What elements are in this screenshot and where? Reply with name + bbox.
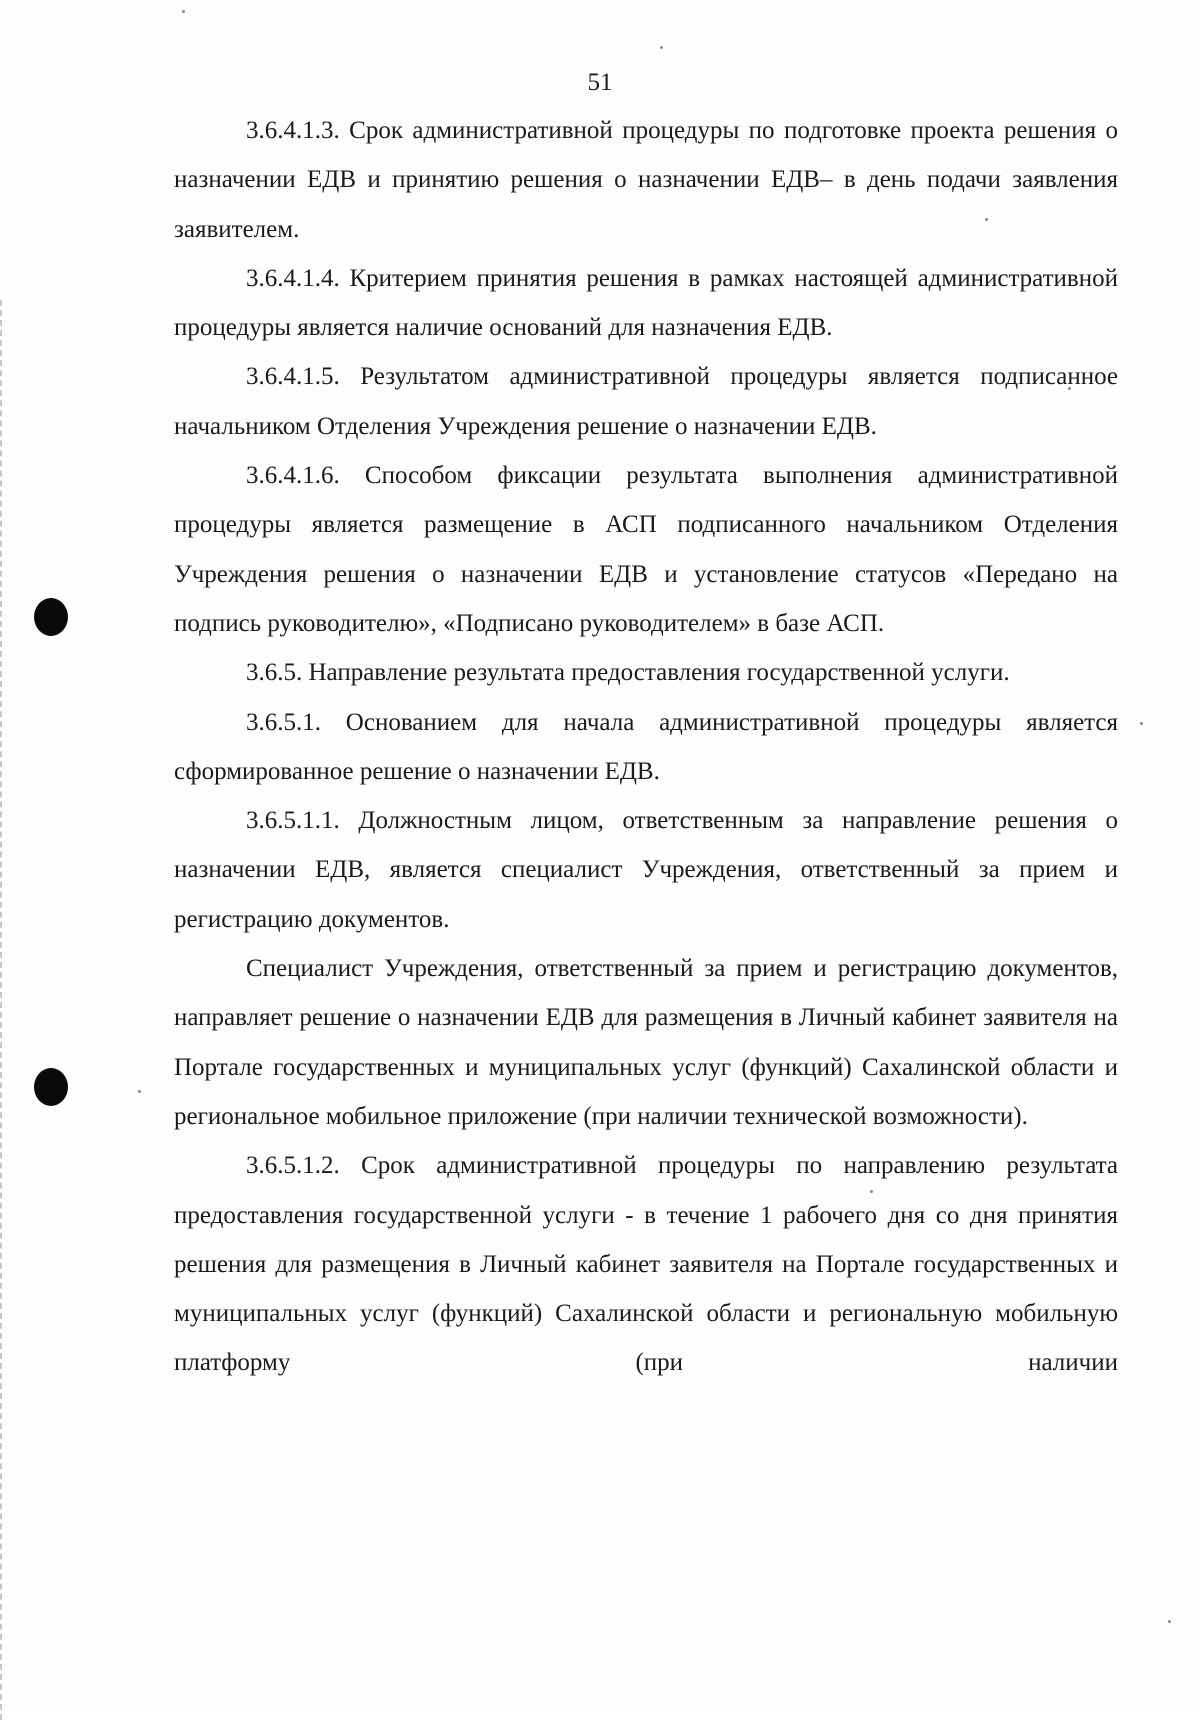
scan-speck <box>138 1090 141 1093</box>
paragraph-specialist: Специалист Учреждения, ответственный за прием и регистрацию документов, направляет решение о назначении ЕДВ для размещения в Личный кабинет заявителя на Портале государственных и муниципальных услуг (функций) Сахалинской области и региональное мобильное приложение (при наличии технической возможности). <box>174 955 1118 1130</box>
scan-speck <box>1168 1620 1171 1623</box>
paragraph-3-6-4-1-6: 3.6.4.1.6. Способом фиксации результата выполнения административной процедуры является размещение в АСП подписанного начальником Отделения Учреждения решения о назначении ЕДВ и установление статусов «Передано на подпись руководителю», «Подписано руководителем» в базе АСП. <box>174 462 1118 637</box>
binder-edge-line <box>0 300 4 1720</box>
punch-hole-top <box>34 598 68 636</box>
document-body <box>174 106 1118 1388</box>
paragraph-3-6-5-1-2: 3.6.5.1.2. Срок административной процедуры по направлению результата предоставления государственной услуги - в течение 1 рабочего дня со дня принятия решения для размещения в Личный кабинет заявителя на Портале государственных и муниципальных услуг (функций) Сахалинской области и региональную мобильную платформу (при наличии <box>174 1152 1118 1377</box>
page-number: 51 <box>587 69 613 96</box>
paragraph-3-6-5-1-1: 3.6.5.1.1. Должностным лицом, ответственным за направление решения о назначении ЕДВ, является специалист Учреждения, ответственный за прием и регистрацию документов. <box>174 807 1118 933</box>
paragraph-3-6-5-1: 3.6.5.1. Основанием для начала административной процедуры является сформированное решение о назначении ЕДВ. <box>174 708 1118 785</box>
paragraph-3-6-4-1-5: 3.6.4.1.5. Результатом административной процедуры является подписанное начальником Отделения Учреждения решение о назначении ЕДВ. <box>174 363 1118 440</box>
scan-speck <box>660 46 663 49</box>
paragraph-3-6-5: 3.6.5. Направление результата предоставления государственной услуги. <box>246 659 1010 687</box>
scan-speck <box>1140 722 1143 725</box>
paragraph-3-6-4-1-3: 3.6.4.1.3. Срок административной процедуры по подготовке проекта решения о назначении ЕДВ и принятию решения о назначении ЕДВ– в день подачи заявления заявителем. <box>174 117 1118 243</box>
scan-speck <box>182 10 185 13</box>
punch-hole-bottom <box>34 1068 68 1106</box>
paragraph-3-6-4-1-4: 3.6.4.1.4. Критерием принятия решения в рамках настоящей административной процедуры является наличие оснований для назначения ЕДВ. <box>174 264 1118 342</box>
